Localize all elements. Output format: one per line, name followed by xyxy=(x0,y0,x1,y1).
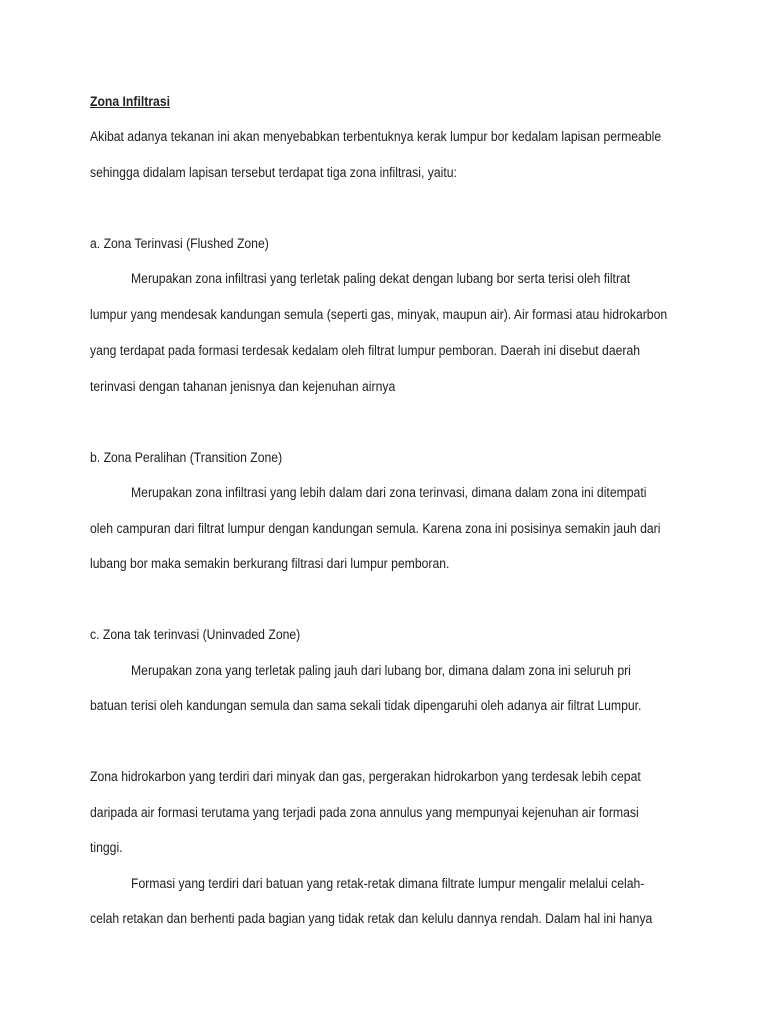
document-title: Zona Infiltrasi xyxy=(90,94,170,110)
section-c-line-2: batuan terisi oleh kandungan semula dan sama sekali tidak dipengaruhi oleh adanya air filtrat Lumpur. xyxy=(90,698,642,714)
section-b-line-3: lubang bor maka semakin berkurang filtrasi dari lumpur pemboran. xyxy=(90,556,450,572)
closing-line-2: daripada air formasi terutama yang terjadi pada zona annulus yang mempunyai kejenuhan air formasi xyxy=(90,805,639,821)
section-b-line-1: Merupakan zona infiltrasi yang lebih dalam dari zona terinvasi, dimana dalam zona ini ditempati xyxy=(131,485,647,501)
section-c-heading: c. Zona tak terinvasi (Uninvaded Zone) xyxy=(90,627,301,643)
intro-line-1: Akibat adanya tekanan ini akan menyebabkan terbentuknya kerak lumpur bor kedalam lapisan permeable xyxy=(90,129,662,145)
section-b-line-2: oleh campuran dari filtrat lumpur dengan kandungan semula. Karena zona ini posisinya semakin jauh dari xyxy=(90,521,661,537)
section-a-heading: a. Zona Terinvasi (Flushed Zone) xyxy=(90,236,269,252)
closing-line-5: celah retakan dan berhenti pada bagian yang tidak retak dan kelulu dannya rendah. Dalam hal ini hanya xyxy=(90,911,653,927)
section-a-line-3: yang terdapat pada formasi terdesak kedalam oleh filtrat lumpur pemboran. Daerah ini disebut daerah xyxy=(90,343,641,359)
closing-line-4: Formasi yang terdiri dari batuan yang retak-retak dimana filtrate lumpur mengalir melalui celah- xyxy=(131,876,645,892)
closing-line-3: tinggi. xyxy=(90,840,123,856)
section-b-heading: b. Zona Peralihan (Transition Zone) xyxy=(90,450,283,466)
section-a-line-1: Merupakan zona infiltrasi yang terletak paling dekat dengan lubang bor serta terisi oleh filtrat xyxy=(131,271,631,287)
closing-line-1: Zona hidrokarbon yang terdiri dari minyak dan gas, pergerakan hidrokarbon yang terdesak lebih cepat xyxy=(90,769,641,785)
section-a-line-2: lumpur yang mendesak kandungan semula (seperti gas, minyak, maupun air). Air formasi atau hidrokarbon xyxy=(90,307,668,323)
section-a-line-4: terinvasi dengan tahanan jenisnya dan kejenuhan airnya xyxy=(90,379,396,395)
intro-line-2: sehingga didalam lapisan tersebut terdapat tiga zona infiltrasi, yaitu: xyxy=(90,165,457,181)
section-c-line-1: Merupakan zona yang terletak paling jauh dari lubang bor, dimana dalam zona ini seluruh pri xyxy=(131,663,631,679)
